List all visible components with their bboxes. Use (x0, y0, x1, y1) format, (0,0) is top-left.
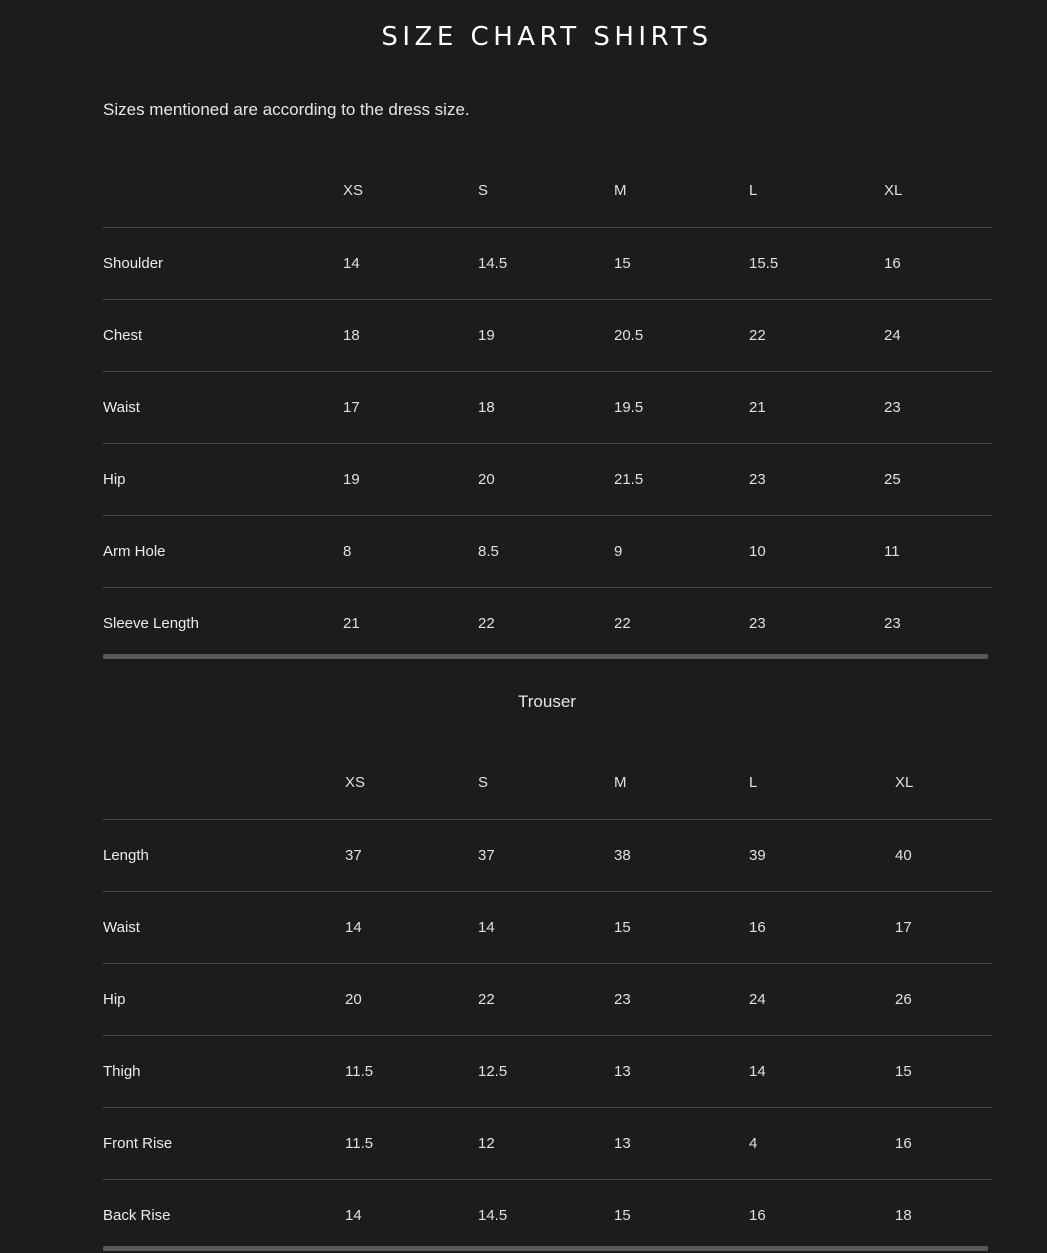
table-cell: 16 (884, 227, 992, 299)
table-cell: 22 (749, 299, 884, 371)
table-cell: 14 (345, 1179, 478, 1251)
table-row (103, 819, 992, 891)
header-cell-label (103, 746, 345, 819)
table-row (103, 1107, 992, 1179)
table-cell: 15 (614, 1179, 749, 1251)
table-cell: 11 (884, 515, 992, 587)
table-row (103, 443, 992, 515)
header-cell-m: M (614, 773, 627, 791)
row-label: Sleeve Length (103, 587, 343, 659)
table-cell: 16 (749, 891, 895, 963)
table-row (103, 891, 992, 963)
table-cell: 18 (478, 371, 614, 443)
table-row (103, 371, 992, 443)
table-cell: 14 (749, 1035, 895, 1107)
header-cell-xl: XL (895, 773, 914, 791)
table-cell: 23 (884, 587, 992, 659)
row-label: Waist (103, 371, 343, 443)
row-label: Back Rise (103, 1179, 345, 1251)
table-cell: 9 (614, 515, 749, 587)
row-label: Front Rise (103, 1107, 345, 1179)
table-cell: 8.5 (478, 515, 614, 587)
row-label: Waist (103, 891, 345, 963)
row-label: Shoulder (103, 227, 343, 299)
table-cell: 15.5 (749, 227, 884, 299)
table-cell: 15 (614, 227, 749, 299)
table-cell: 23 (749, 587, 884, 659)
table-cell: 39 (749, 819, 895, 891)
table-cell: 17 (343, 371, 478, 443)
table-cell: 15 (895, 1035, 992, 1107)
table-cell: 21 (343, 587, 478, 659)
table-row (103, 227, 992, 299)
table-cell: 23 (614, 963, 749, 1035)
trouser-table-scrollbar[interactable] (103, 1246, 988, 1251)
table-cell: 20 (345, 963, 478, 1035)
table-cell: 13 (614, 1035, 749, 1107)
header-cell-l: L (749, 181, 758, 199)
table-cell: 14.5 (478, 1179, 614, 1251)
table-cell: 22 (614, 587, 749, 659)
row-label: Thigh (103, 1035, 345, 1107)
table-header-row (103, 154, 992, 227)
table-row (103, 299, 992, 371)
table-cell: 22 (478, 587, 614, 659)
shirts-table-scrollbar[interactable] (103, 654, 988, 659)
table-cell: 12 (478, 1107, 614, 1179)
page-title: SIZE CHART SHIRTS (381, 22, 713, 52)
table-cell: 21 (749, 371, 884, 443)
table-cell: 22 (478, 963, 614, 1035)
table-cell: 24 (749, 963, 895, 1035)
table-cell: 14 (478, 891, 614, 963)
table-cell: 17 (895, 891, 992, 963)
table-cell: 21.5 (614, 443, 749, 515)
row-label: Hip (103, 443, 343, 515)
table-cell: 10 (749, 515, 884, 587)
header-cell-l: L (749, 773, 758, 791)
table-cell: 8 (343, 515, 478, 587)
table-row (103, 515, 992, 587)
header-cell-label (103, 154, 343, 227)
trouser-size-table (103, 746, 992, 1251)
row-label: Arm Hole (103, 515, 343, 587)
table-cell: 23 (884, 371, 992, 443)
table-cell: 19 (343, 443, 478, 515)
table-cell: 11.5 (345, 1035, 478, 1107)
table-cell: 16 (895, 1107, 992, 1179)
table-cell: 16 (749, 1179, 895, 1251)
table-cell: 40 (895, 819, 992, 891)
table-row (103, 587, 992, 659)
header-cell-xl: XL (884, 181, 903, 199)
row-label: Length (103, 819, 345, 891)
table-cell: 14.5 (478, 227, 614, 299)
header-cell-s: S (478, 773, 489, 791)
table-cell: 13 (614, 1107, 749, 1179)
table-cell: 11.5 (345, 1107, 478, 1179)
table-cell: 14 (345, 891, 478, 963)
table-cell: 20.5 (614, 299, 749, 371)
table-cell: 18 (895, 1179, 992, 1251)
table-cell: 38 (614, 819, 749, 891)
table-header-row (103, 746, 992, 819)
size-note: Sizes mentioned are according to the dress size. (103, 100, 470, 119)
table-cell: 37 (478, 819, 614, 891)
table-row (103, 1179, 992, 1251)
table-cell: 25 (884, 443, 992, 515)
table-cell: 26 (895, 963, 992, 1035)
header-cell-s: S (478, 181, 489, 199)
table-cell: 37 (345, 819, 478, 891)
table-cell: 19.5 (614, 371, 749, 443)
row-label: Hip (103, 963, 345, 1035)
header-cell-xs: XS (345, 773, 366, 791)
table-cell: 24 (884, 299, 992, 371)
shirts-size-table (103, 154, 992, 659)
table-cell: 19 (478, 299, 614, 371)
row-label: Chest (103, 299, 343, 371)
table-cell: 20 (478, 443, 614, 515)
table-cell: 4 (749, 1107, 895, 1179)
table-cell: 18 (343, 299, 478, 371)
header-cell-xs: XS (343, 181, 364, 199)
table-cell: 23 (749, 443, 884, 515)
table-row (103, 963, 992, 1035)
table-cell: 15 (614, 891, 749, 963)
table-cell: 12.5 (478, 1035, 614, 1107)
header-cell-m: M (614, 181, 627, 199)
trouser-section-title: Trouser (518, 692, 576, 711)
table-cell: 14 (343, 227, 478, 299)
table-row (103, 1035, 992, 1107)
